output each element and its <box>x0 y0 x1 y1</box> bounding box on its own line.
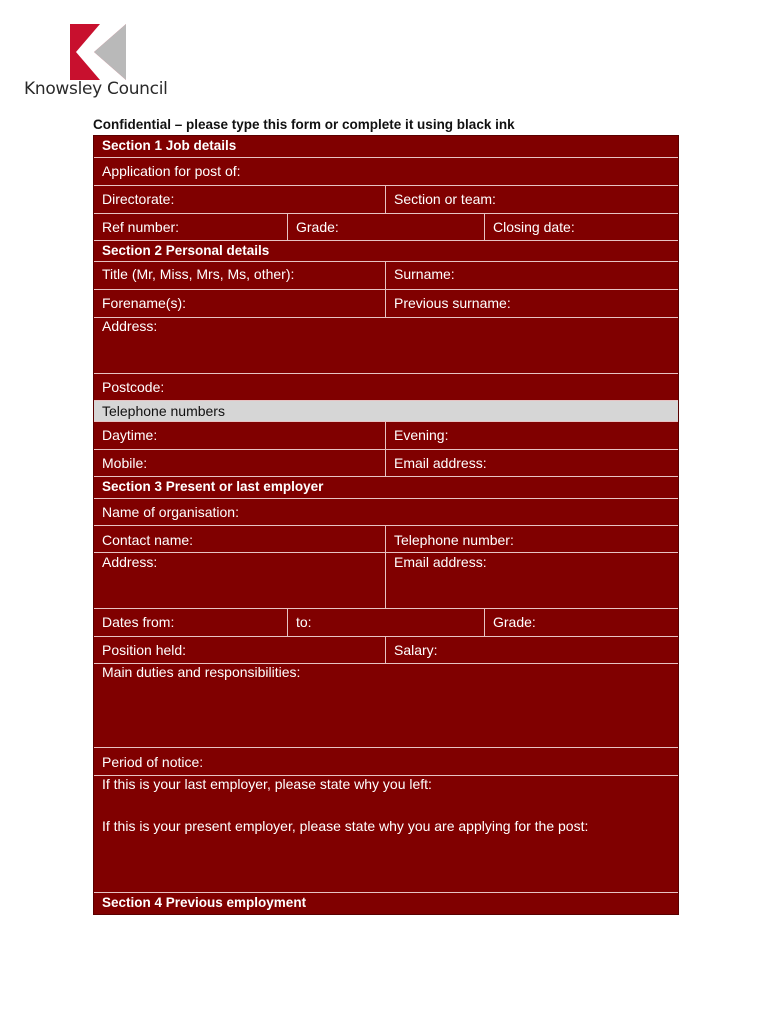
address-row <box>94 317 678 373</box>
contact-name-field[interactable]: Contact name: <box>102 532 194 548</box>
ref-number-field[interactable]: Ref number: <box>102 219 180 235</box>
dates-from-field[interactable]: Dates from: <box>102 614 175 630</box>
spacer <box>102 792 670 818</box>
postcode-row <box>94 373 678 400</box>
reason-row <box>94 775 678 892</box>
duties-row <box>94 663 678 747</box>
mobile-field[interactable]: Mobile: <box>102 455 148 471</box>
section4-header-row <box>94 892 678 914</box>
knowsley-logo <box>22 24 182 104</box>
address-field[interactable]: Address: <box>102 318 158 334</box>
dates-to-field[interactable]: to: <box>287 609 484 636</box>
section3-heading: Section 3 Present or last employer <box>102 479 324 494</box>
evening-field[interactable]: Evening: <box>385 422 678 449</box>
employer-grade-field[interactable]: Grade: <box>484 609 678 636</box>
mobile-row <box>94 449 678 476</box>
main-duties-field[interactable]: Main duties and responsibilities: <box>102 664 301 680</box>
period-notice-field[interactable]: Period of notice: <box>102 754 204 770</box>
employer-email-field[interactable]: Email address: <box>385 553 678 608</box>
section2-heading: Section 2 Personal details <box>102 243 270 258</box>
daytime-field[interactable]: Daytime: <box>102 427 158 443</box>
salary-field[interactable]: Salary: <box>385 637 678 663</box>
employer-address-row <box>94 552 678 608</box>
last-employer-question: If this is your last employer, please state why you left: <box>102 776 432 792</box>
ref-grade-row <box>94 213 678 240</box>
dates-row <box>94 608 678 636</box>
forenames-field[interactable]: Forename(s): <box>102 295 187 311</box>
section4-heading: Section 4 Previous employment <box>102 895 307 910</box>
council-name: Knowsley Council <box>24 79 168 99</box>
surname-field[interactable]: Surname: <box>385 262 678 289</box>
directorate-field[interactable]: Directorate: <box>102 191 175 207</box>
organisation-row <box>94 498 678 525</box>
section-team-field[interactable]: Section or team: <box>385 186 678 213</box>
application-post-row <box>94 157 678 185</box>
telephone-header-row <box>94 400 678 421</box>
section2-header-row <box>94 240 678 261</box>
grade-field[interactable]: Grade: <box>287 214 484 240</box>
postcode-field[interactable]: Postcode: <box>102 379 165 395</box>
present-employer-question: If this is your present employer, please state why you are applying for the post: <box>102 818 589 834</box>
forename-row <box>94 289 678 317</box>
section1-header-row <box>94 136 678 157</box>
notice-row <box>94 747 678 775</box>
previous-surname-field[interactable]: Previous surname: <box>385 290 678 317</box>
reason-field[interactable] <box>94 776 678 892</box>
telephone-numbers-label: Telephone numbers <box>102 403 225 419</box>
position-held-field[interactable]: Position held: <box>102 642 187 658</box>
knowsley-chevron-icon <box>70 24 126 80</box>
section1-heading: Section 1 Job details <box>102 138 237 153</box>
daytime-row <box>94 421 678 449</box>
organisation-field[interactable]: Name of organisation: <box>102 504 239 520</box>
closing-date-field[interactable]: Closing date: <box>484 214 678 240</box>
title-field[interactable]: Title (Mr, Miss, Mrs, Ms, other): <box>102 266 295 282</box>
telephone-number-field[interactable]: Telephone number: <box>385 526 678 552</box>
employer-address-field[interactable]: Address: <box>102 554 158 570</box>
contact-row <box>94 525 678 552</box>
confidential-note: Confidential – please type this form or complete it using black ink <box>93 117 515 132</box>
directorate-row <box>94 185 678 213</box>
title-row <box>94 261 678 289</box>
position-row <box>94 636 678 663</box>
application-form <box>93 135 679 915</box>
email-field[interactable]: Email address: <box>385 450 678 476</box>
application-post-field[interactable]: Application for post of: <box>102 163 241 179</box>
section3-header-row <box>94 476 678 498</box>
